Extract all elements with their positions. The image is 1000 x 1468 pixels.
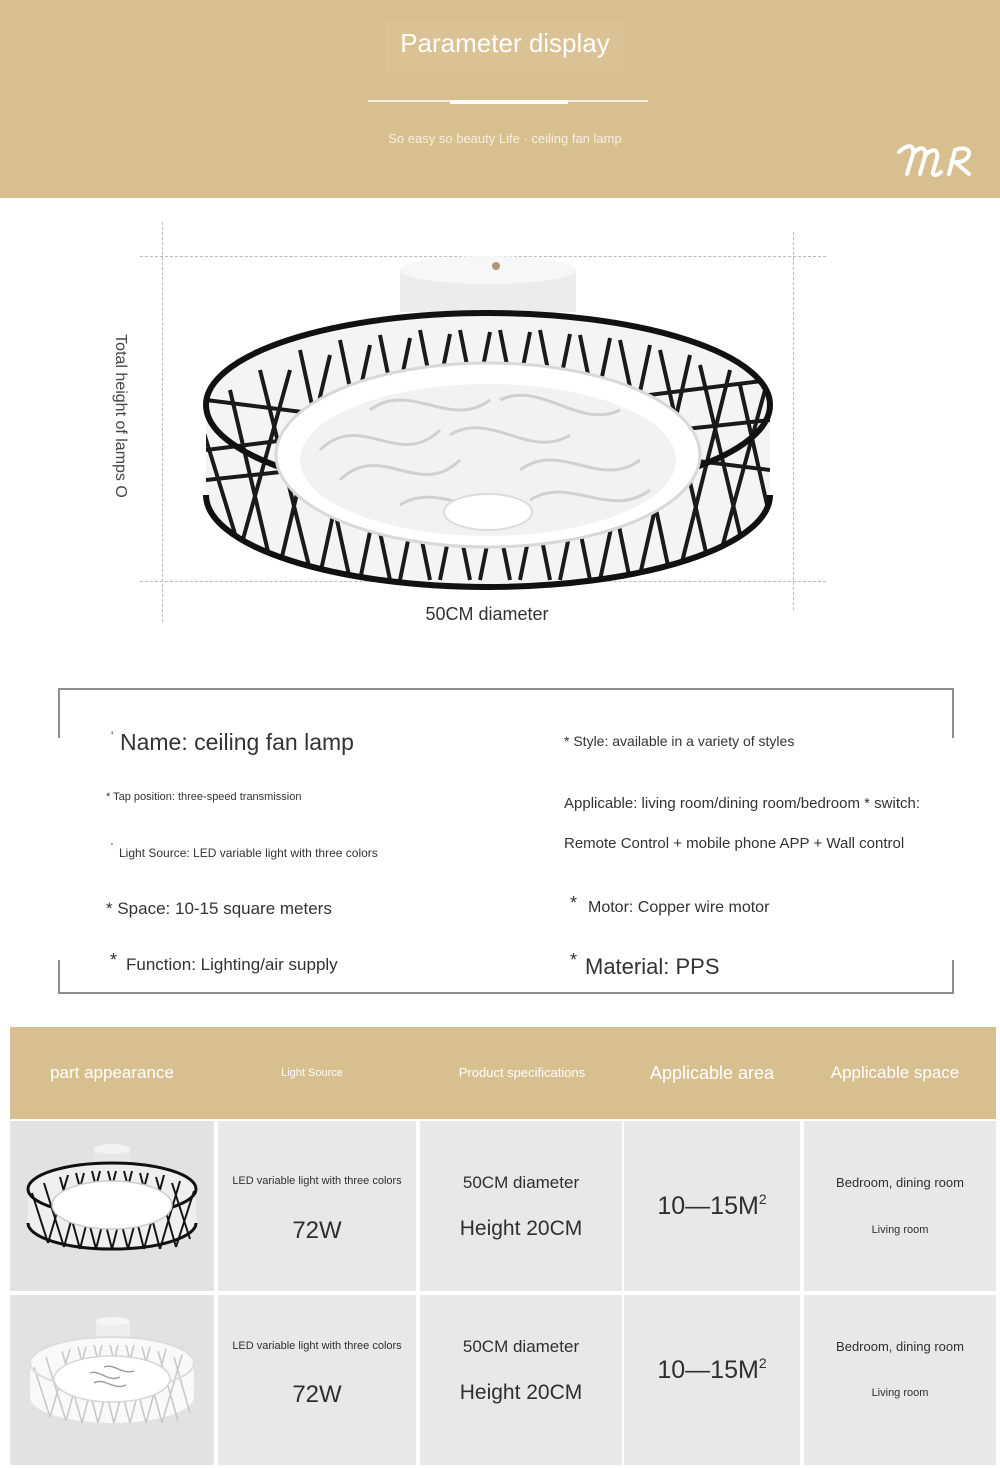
area-value [624,1355,800,1385]
cell-light-source [218,1295,416,1465]
space-line-1: Bedroom, dining room [836,1175,964,1190]
area-superscript: 2 [758,1355,767,1371]
dimension-guide-left [162,222,163,622]
space-line-2: Living room [871,1387,929,1399]
frame-line [952,960,954,994]
power-value: 72W [292,1381,342,1408]
cell-area [624,1121,800,1291]
brand-logo [893,138,977,182]
spec-style: * Style: available in a variety of styles [564,733,795,749]
table-row [10,1121,996,1291]
black-fan-thumbnail [24,1143,200,1253]
header-light-source: Light Source [281,1067,343,1079]
frame-line [58,688,954,690]
frame-line [58,688,60,738]
area-value [624,1191,800,1221]
area-text: 10—15M [657,1192,759,1220]
header-product-specifications: Product specifications [458,1065,586,1080]
table-row [10,1295,996,1465]
cell-area [624,1295,800,1465]
spec-function: Function: Lighting/air supply [126,955,338,974]
spec-material: Material: PPS [585,954,720,979]
frame-line [58,960,60,994]
total-height-label: Total height of lamps O [112,334,129,498]
spec-applicable: Applicable: living room/dining room/bedroom * switch: [564,795,921,812]
spec-material-mark: * [570,950,578,970]
header-banner [0,0,1000,198]
power-value: 72W [292,1217,342,1244]
spec-diameter: 50CM diameter [462,1337,580,1356]
spec-height: Height 20CM [459,1217,583,1240]
spec-space: * Space: 10-15 square meters [106,899,332,918]
banner-title: Parameter display [385,20,625,72]
spec-tap-position: * Tap position: three-speed transmission [106,791,302,803]
spec-function-mark: * [110,950,118,970]
light-source-text: LED variable light with three colors [232,1175,402,1187]
header-applicable-space: Applicable space [830,1063,960,1082]
brand-logo-text: MR [933,180,935,181]
header-applicable-area: Applicable area [649,1063,775,1083]
spec-light-mark: ' [111,842,113,853]
spec-motor: Motor: Copper wire motor [588,899,770,916]
cell-appearance [10,1121,214,1291]
frame-line [58,992,954,994]
spec-diameter: 50CM diameter [462,1173,580,1192]
cell-space [804,1121,996,1291]
ceiling-fan-lamp-image [200,250,776,590]
spec-motor-mark: * [570,893,578,913]
spec-light-source: Light Source: LED variable light with three colors [119,846,378,860]
spec-name: Name: ceiling fan lamp [120,729,354,755]
white-fan-thumbnail [24,1317,200,1427]
banner-subtitle: So easy so beauty Life · ceiling fan lamp [388,131,622,146]
table-header [10,1027,996,1119]
frame-line [952,688,954,738]
space-line-2: Living room [871,1224,929,1236]
banner-divider-accent [450,100,568,104]
area-superscript: 2 [758,1191,767,1207]
dimension-guide-right [793,232,794,610]
area-text: 10—15M [657,1356,759,1384]
cell-specifications [420,1295,622,1465]
cell-light-source [218,1121,416,1291]
cell-space [804,1295,996,1465]
diameter-label: 50CM diameter [425,604,549,624]
light-source-text: LED variable light with three colors [232,1340,402,1352]
spec-name-mark: ' [111,729,114,743]
space-line-1: Bedroom, dining room [836,1339,964,1354]
spec-switch: Remote Control + mobile phone APP + Wall control [564,835,905,852]
spec-height: Height 20CM [459,1381,583,1404]
cell-appearance [10,1295,214,1465]
cell-specifications [420,1121,622,1291]
header-part-appearance: part appearance [50,1063,174,1082]
